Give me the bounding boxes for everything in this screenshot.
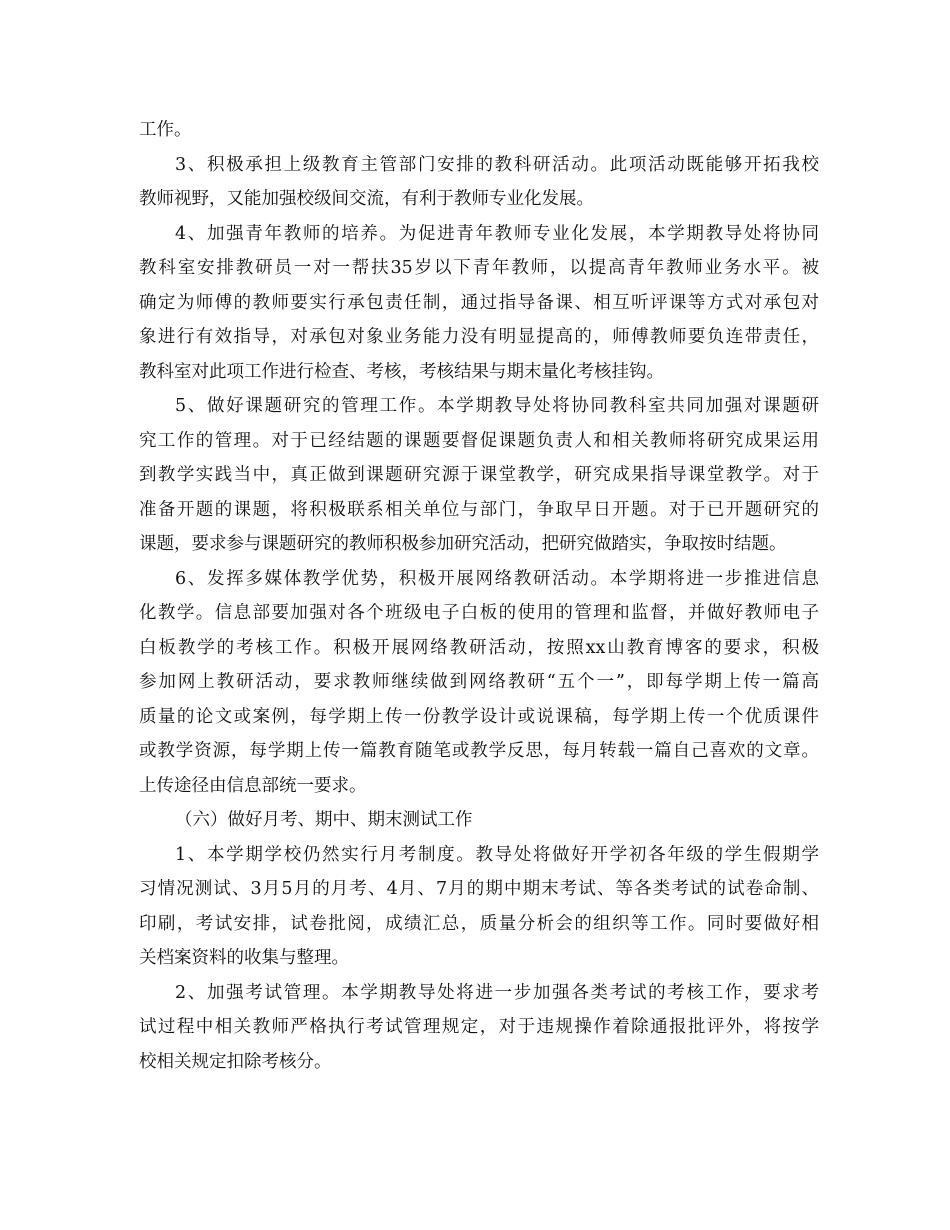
text-line: 象进行有效指导，对承包对象业务能力没有明显提高的，师傅教师要负连带责任， [139,327,819,347]
text-line: 确定为师傅的教师要实行承包责任制，通过指导备课、相互听评课等方式对承包对 [139,292,819,313]
text-line: 准备开题的课题，将积极联系相关单位与部门，争取早日开题。对于已开题研究的 [139,499,819,520]
text-line: 2、加强考试管理。本学期教导处将进一步加强各类考试的考核工作，要求考 [175,982,819,1003]
document-body [139,113,819,1079]
text-line: 教科室对此项工作进行检查、考核，考核结果与期末量化考核挂钩。 [139,361,664,382]
text-line: 到教学实践当中，真正做到课题研究源于课堂教学，研究成果指导课堂教学。对于 [139,465,819,485]
text-line: 究工作的管理。对于已经结题的课题要督促课题负责人和相关教师将研究成果运用 [139,430,819,451]
text-line: 3、积极承担上级教育主管部门安排的教科研活动。此项活动既能够开拓我校 [175,154,819,175]
text-line: 印刷，考试安排，试卷批阅，成绩汇总，质量分析会的组织等工作。同时要做好相 [139,913,819,934]
text-line: 教师视野，又能加强校级间交流，有利于教师专业化发展。 [139,189,594,209]
text-line: 关档案资料的收集与整理。 [139,948,349,968]
text-line: 白板教学的考核工作。积极开展网络教研活动，按照xx山教育博客的要求，积极 [139,637,819,658]
text-line: 化教学。信息部要加强对各个班级电子白板的使用的管理和监督，并做好教师电子 [139,603,819,623]
text-line: 5、做好课题研究的管理工作。本学期教导处将协同教科室共同加强对课题研 [175,396,819,416]
text-line: 校相关规定扣除考核分。 [139,1051,332,1072]
text-line: 参加网上教研活动，要求教师继续做到网络教研“五个一”，即每学期上传一篇高 [139,672,819,692]
text-line: 质量的论文或案例，每学期上传一份教学设计或说课稿，每学期上传一个优质课件 [139,706,819,727]
text-line: 4、加强青年教师的培养。为促进青年教师专业化发展，本学期教导处将协同 [175,223,819,244]
text-line: 工作。 [139,120,192,140]
text-line: 或教学资源，每学期上传一篇教育随笔或教学反思，每月转载一篇自己喜欢的文章。 [139,741,819,761]
text-line: 习情况测试、3月5月的月考、4月、7月的期中期末考试、等各类考试的试卷命制、 [139,879,819,899]
text-line: 教科室安排教研员一对一帮扶35岁以下青年教师，以提高青年教师业务水平。被 [139,258,819,278]
text-line: 上传途径由信息部统一要求。 [139,775,367,796]
text-line: 试过程中相关教师严格执行考试管理规定，对于违规操作着除通报批评外，将按学 [139,1017,819,1037]
text-line: （六）做好月考、期中、期末测试工作 [175,810,473,830]
text-line: 课题，要求参与课题研究的教师积极参加研究活动，把研究做踏实，争取按时结题。 [139,534,787,554]
text-line: 1、本学期学校仍然实行月考制度。教导处将做好开学初各年级的学生假期学 [175,844,819,865]
text-line: 6、发挥多媒体教学优势，积极开展网络教研活动。本学期将进一步推进信息 [175,568,819,589]
